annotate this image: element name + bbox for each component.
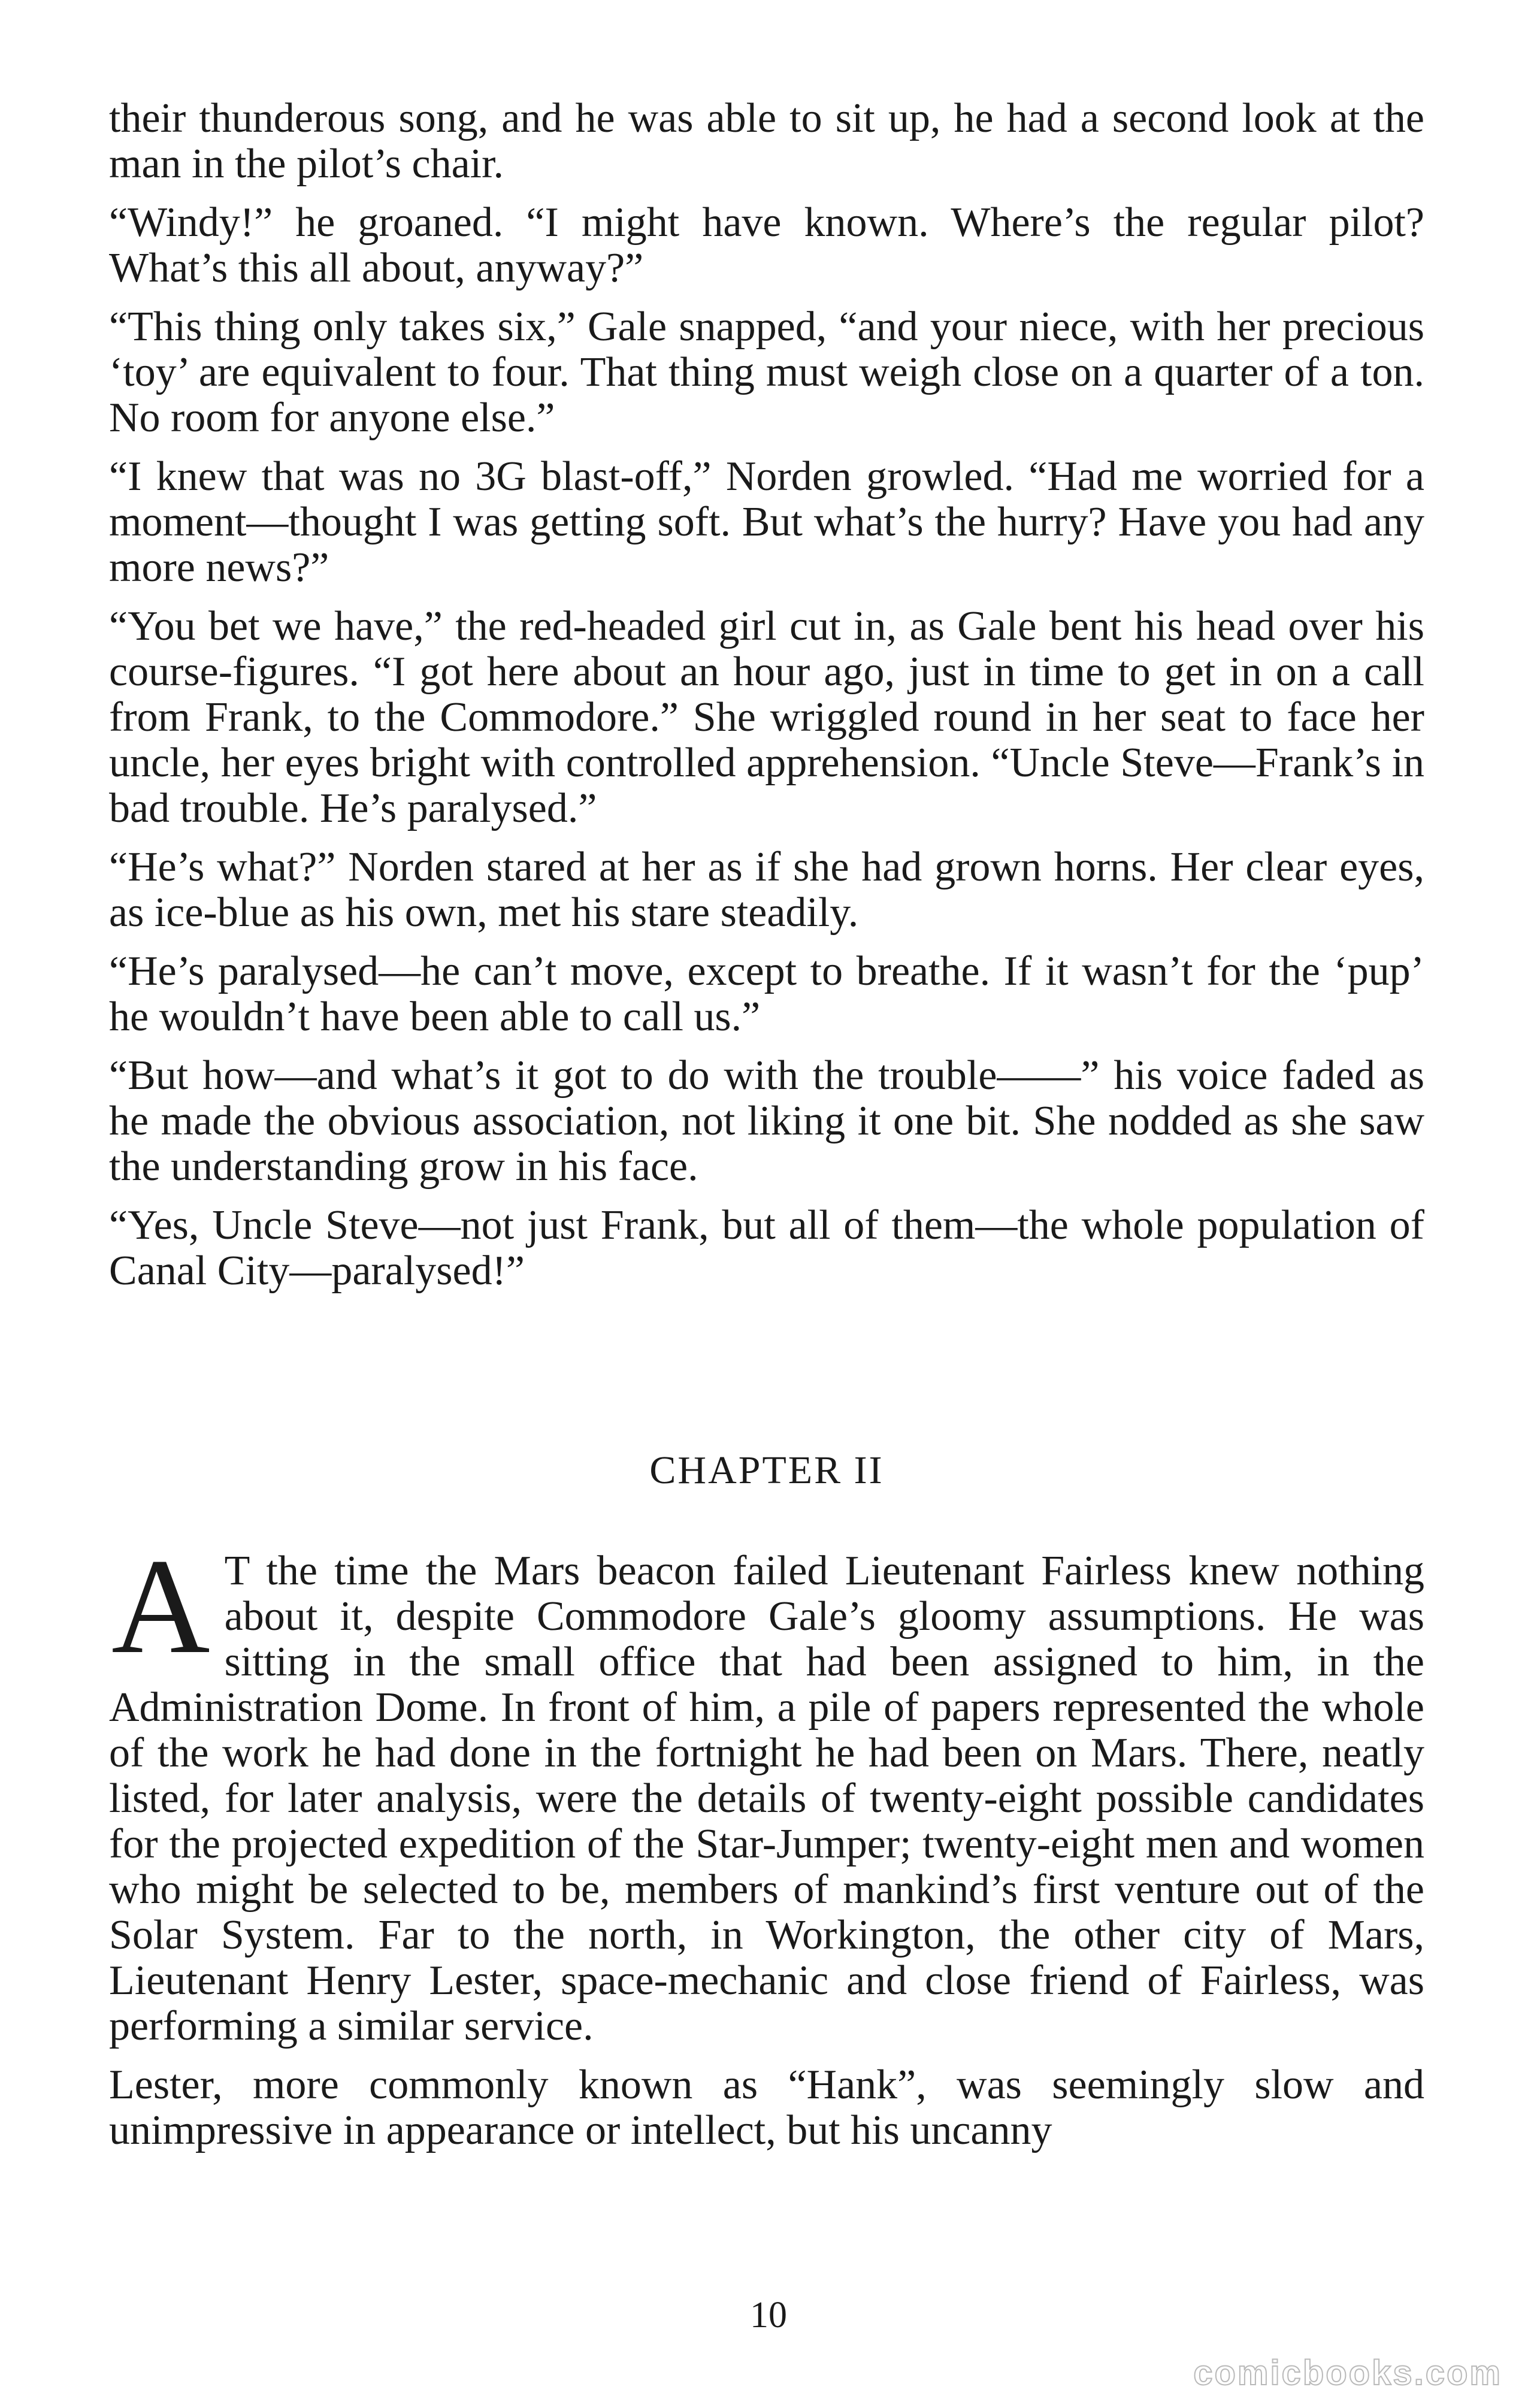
chapter-opening-text: T the time the Mars beacon failed Lieutenant Fairless knew nothing about it, despite Commodore Gale’s gloomy assumptions. He was sitting in the small office that had been assigned to him, in the Administration Dome. In front of him, a pile of papers represented the whole of the work he had done in the fortnight he had been on Mars. There, neatly listed, for later analysis, were the details of twenty-eight possible candidates for the projected expedition of the Star-Jumper; twenty-eight men and women who might be selected to be, members of mankind’s first venture out of the Solar System. Far to the north, in Workington, the other city of Mars, Lieutenant Henry Lester, space-mechanic and close friend of Fairless, was performing a similar service. — [109, 1548, 1424, 2049]
paragraph-7: “He’s paralysed—he can’t move, except to breathe. If it wasn’t for the ‘pup’ he wouldn’t have been able to call us.” — [109, 948, 1424, 1040]
paragraph-1: their thunderous song, and he was able to sit up, he had a second look at the man in the pilot’s chair. — [109, 95, 1424, 187]
paragraph-3: “This thing only takes six,” Gale snapped, “and your niece, with her precious ‘toy’ are equivalent to four. That thing must weigh close on a quarter of a ton. No room for anyone else.” — [109, 304, 1424, 441]
page-number: 10 — [750, 2295, 787, 2336]
chapter-heading: CHAPTER II — [649, 1448, 884, 1492]
paragraph-6: “He’s what?” Norden stared at her as if she had grown horns. Her clear eyes, as ice-blue as his own, met his stare steadily. — [109, 844, 1424, 936]
paragraph-5: “You bet we have,” the red-headed girl cut in, as Gale bent his head over his course-figures. “I got here about an hour ago, just in time to get in on a call from Frank, to the Commodore.” She wriggled round in her seat to face her uncle, her eyes bright with controlled apprehension. “Uncle Steve—Frank’s in bad trouble. He’s paralysed.” — [109, 603, 1424, 831]
paragraph-9: “Yes, Uncle Steve—not just Frank, but all of them—the whole population of Canal City—paralysed!” — [109, 1202, 1424, 1294]
paragraph-last: Lester, more commonly known as “Hank”, was seemingly slow and unimpressive in appearance or intellect, but his uncanny — [109, 2062, 1424, 2153]
chapter-opening-paragraph — [109, 1531, 1424, 2049]
page-text — [109, 96, 1424, 2167]
paragraph-8: “But how—and what’s it got to do with the trouble——” his voice faded as he made the obvious association, not liking it one bit. She nodded as she saw the understanding grow in his face. — [109, 1052, 1424, 1190]
watermark-logo: comicbooks.com — [1193, 2353, 1502, 2392]
drop-cap-letter: A — [111, 1531, 210, 1682]
paragraph-4: “I knew that was no 3G blast-off,” Norden growled. “Had me worried for a moment—thought I was getting soft. But what’s the hurry? Have you had any more news?” — [109, 453, 1424, 591]
paragraph-2: “Windy!” he groaned. “I might have known. Where’s the regular pilot? What’s this all about, anyway?” — [109, 199, 1424, 291]
